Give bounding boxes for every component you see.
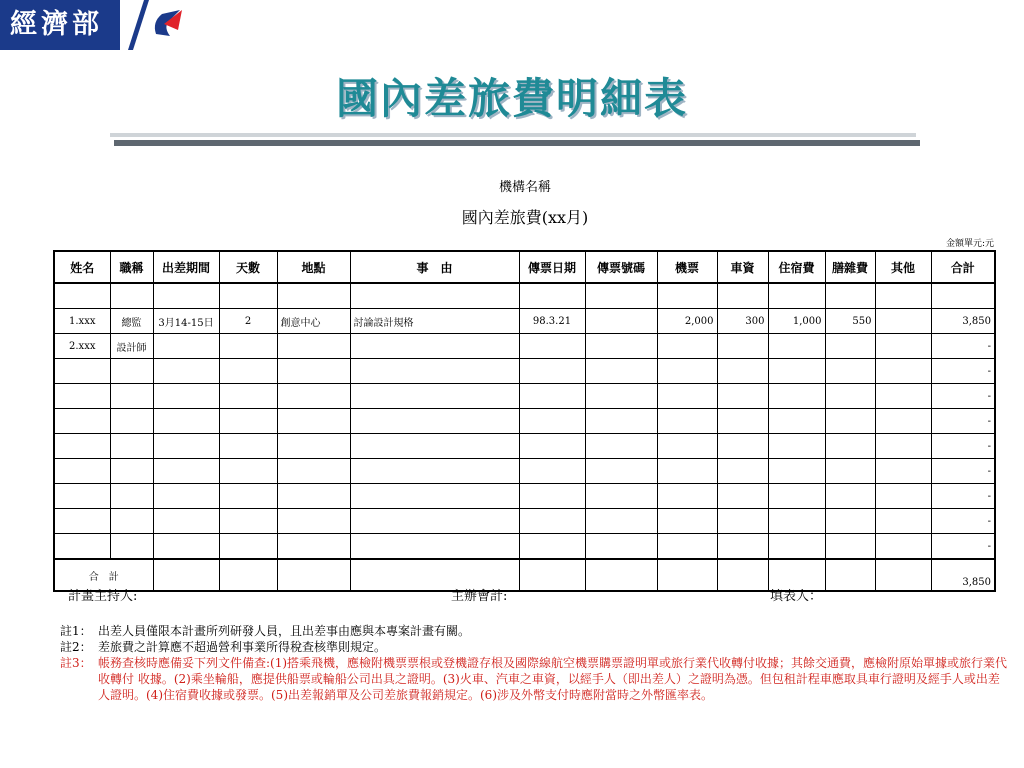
table-cell: 1.xxx [54, 309, 110, 334]
table-cell [931, 283, 995, 309]
column-header: 傳票號碼 [585, 251, 657, 283]
table-cell [717, 509, 768, 534]
column-header: 職稱 [110, 251, 153, 283]
table-cell [657, 409, 717, 434]
table-row [54, 283, 995, 309]
table-cell [110, 509, 153, 534]
table-cell [350, 459, 519, 484]
table-cell [657, 359, 717, 384]
column-header: 傳票日期 [519, 251, 585, 283]
table-cell [717, 434, 768, 459]
table-cell [219, 409, 277, 434]
table-cell [657, 484, 717, 509]
table-cell: 3,850 [931, 309, 995, 334]
table-cell [825, 509, 875, 534]
table-cell [519, 359, 585, 384]
table-cell: 550 [825, 309, 875, 334]
table-cell [768, 534, 825, 560]
table-cell [219, 559, 277, 591]
table-cell [277, 534, 350, 560]
table-cell [350, 384, 519, 409]
table-cell [825, 459, 875, 484]
table-cell [277, 559, 350, 591]
table-cell [768, 484, 825, 509]
title-divider-light [110, 133, 916, 137]
table-cell [277, 384, 350, 409]
table-cell [657, 509, 717, 534]
table-cell [875, 384, 931, 409]
table-cell [519, 534, 585, 560]
table-cell: - [931, 534, 995, 560]
table-cell [519, 559, 585, 591]
table-cell: - [931, 509, 995, 534]
table-cell [219, 434, 277, 459]
table-cell [875, 459, 931, 484]
table-cell [768, 409, 825, 434]
table-cell: 2,000 [657, 309, 717, 334]
table-cell [277, 334, 350, 359]
table-cell [153, 459, 219, 484]
table-cell [519, 384, 585, 409]
column-header: 天數 [219, 251, 277, 283]
table-cell [219, 384, 277, 409]
table-cell [110, 484, 153, 509]
table-cell [153, 434, 219, 459]
table-cell [875, 509, 931, 534]
column-header: 膳雜費 [825, 251, 875, 283]
table-cell [110, 384, 153, 409]
table-row [54, 434, 995, 459]
total-label: 合 計 [54, 559, 153, 591]
table-cell [54, 409, 110, 434]
table-cell [153, 283, 219, 309]
table-cell [153, 534, 219, 560]
table-cell [54, 459, 110, 484]
table-cell [585, 359, 657, 384]
table-cell [717, 334, 768, 359]
currency-unit-note: 金額單元:元 [945, 239, 994, 249]
table-cell [277, 484, 350, 509]
table-cell [350, 334, 519, 359]
notes-section [60, 623, 1010, 703]
table-cell [585, 283, 657, 309]
table-cell [110, 283, 153, 309]
table-cell [54, 384, 110, 409]
ministry-logo: 經濟部 [0, 0, 120, 50]
table-cell [350, 409, 519, 434]
table-cell [519, 484, 585, 509]
table-cell: - [931, 434, 995, 459]
column-header: 機票 [657, 251, 717, 283]
organization-name-label: 機構名稱 [498, 180, 551, 195]
note-1 [60, 623, 1010, 639]
table-body [54, 283, 995, 591]
column-header: 事 由 [350, 251, 519, 283]
table-cell [657, 534, 717, 560]
table-cell: 2 [219, 309, 277, 334]
table-cell [768, 384, 825, 409]
table-cell [585, 509, 657, 534]
table-cell [825, 484, 875, 509]
form-filler-signature-label: 填表人： [770, 589, 823, 604]
column-header: 出差期間 [153, 251, 219, 283]
table-cell: 98.3.21 [519, 309, 585, 334]
table-cell [153, 484, 219, 509]
table-cell [825, 384, 875, 409]
form-title: 國內差旅費(xx月) [461, 208, 589, 227]
table-row [54, 509, 995, 534]
table-cell [110, 434, 153, 459]
table-cell [875, 534, 931, 560]
table-cell [519, 509, 585, 534]
table-cell [717, 534, 768, 560]
table-cell [875, 309, 931, 334]
table-cell [768, 459, 825, 484]
column-header: 合計 [931, 251, 995, 283]
table-cell [519, 334, 585, 359]
table-cell [585, 459, 657, 484]
table-cell [519, 409, 585, 434]
table-cell [110, 459, 153, 484]
table-cell [657, 459, 717, 484]
table-cell [153, 409, 219, 434]
table-cell [519, 459, 585, 484]
table-cell: - [931, 409, 995, 434]
table-cell [825, 283, 875, 309]
table-cell [153, 559, 219, 591]
table-cell [153, 359, 219, 384]
table-cell [717, 384, 768, 409]
table-cell [717, 559, 768, 591]
table-cell [153, 334, 219, 359]
table-cell [54, 283, 110, 309]
table-cell [54, 534, 110, 560]
column-header: 姓名 [54, 251, 110, 283]
table-cell [717, 484, 768, 509]
table-cell [585, 434, 657, 459]
table-cell [657, 434, 717, 459]
table-cell [875, 409, 931, 434]
table-cell: - [931, 484, 995, 509]
table-cell [277, 459, 350, 484]
table-cell [277, 283, 350, 309]
table-cell [219, 283, 277, 309]
table-cell: 2.xxx [54, 334, 110, 359]
note-text: 帳務查核時應備妥下列文件備查:(1)搭乘飛機，應檢附機票票根或登機證存根及國際線航空機票購票證明單或旅行業代收轉付收據；其餘交通費，應檢附原始單據或旅行業代收轉付 收據。(2)乘坐輪船，應提供船票或輪船公司出具之證明。(3)火車、汽車之車資，以經手人（即出差人）之證明為憑。但包租計程車應取具車行證明及經手人或出差人證明。(4)住宿費收據或發票。(5)出差報銷單及公司差旅費報銷規定。(6)涉及外幣支付時應附當時之外幣匯率表。 [98, 656, 1008, 702]
table-cell [717, 283, 768, 309]
expense-table [53, 250, 996, 592]
table-cell [110, 409, 153, 434]
ministry-emblem-icon [118, 0, 188, 50]
table-cell [153, 384, 219, 409]
table-cell [219, 459, 277, 484]
table-cell [54, 484, 110, 509]
page-title: 國內差旅費明細表 [335, 74, 688, 123]
note-2 [60, 639, 1010, 655]
table-cell [54, 434, 110, 459]
table-cell [717, 359, 768, 384]
note-text: 差旅費之計算應不超過營利事業所得稅查核準則規定。 [98, 640, 387, 654]
table-cell [768, 434, 825, 459]
table-cell [350, 434, 519, 459]
note-label: 註3： [60, 656, 92, 670]
table-cell [875, 434, 931, 459]
table-cell [110, 534, 153, 560]
table-cell [875, 334, 931, 359]
table-cell [875, 283, 931, 309]
note-3 [60, 655, 1010, 703]
table-cell [219, 359, 277, 384]
table-cell [768, 283, 825, 309]
column-header: 住宿費 [768, 251, 825, 283]
table-cell [825, 434, 875, 459]
table-row [54, 334, 995, 359]
table-cell [219, 484, 277, 509]
table-row [54, 459, 995, 484]
table-header-row [54, 251, 995, 283]
table-cell [519, 434, 585, 459]
table-cell [768, 509, 825, 534]
table-cell [110, 359, 153, 384]
table-cell [768, 359, 825, 384]
accountant-signature-label: 主辦會計: [451, 589, 508, 604]
table-row [54, 384, 995, 409]
table-cell [350, 484, 519, 509]
title-divider-dark [114, 140, 920, 146]
table-cell [657, 384, 717, 409]
table-cell: - [931, 359, 995, 384]
table-cell [717, 409, 768, 434]
column-header: 其他 [875, 251, 931, 283]
column-header: 地點 [277, 251, 350, 283]
table-cell: - [931, 384, 995, 409]
table-cell [585, 409, 657, 434]
table-cell: 總監 [110, 309, 153, 334]
table-cell [585, 384, 657, 409]
note-label: 註2： [60, 640, 92, 654]
table-cell [875, 559, 931, 591]
table-cell [657, 334, 717, 359]
table-cell [825, 359, 875, 384]
table-cell [825, 334, 875, 359]
note-text: 出差人員僅限本計畫所列研發人員，且出差事由應與本專案計畫有關。 [98, 624, 471, 638]
table-cell [585, 559, 657, 591]
table-cell [585, 484, 657, 509]
table-cell: 創意中心 [277, 309, 350, 334]
table-cell [54, 509, 110, 534]
table-cell: 300 [717, 309, 768, 334]
table-cell [585, 309, 657, 334]
table-cell [825, 409, 875, 434]
table-row [54, 484, 995, 509]
table-cell [219, 534, 277, 560]
table-cell [825, 559, 875, 591]
table-cell: 設計師 [110, 334, 153, 359]
column-header: 車資 [717, 251, 768, 283]
table-cell: - [931, 459, 995, 484]
table-cell [875, 359, 931, 384]
note-label: 註1： [60, 624, 92, 638]
table-row [54, 359, 995, 384]
table-cell [875, 484, 931, 509]
table-cell: 討論設計規格 [350, 309, 519, 334]
table-cell [350, 283, 519, 309]
table-cell [277, 409, 350, 434]
table-cell: 3月14-15日 [153, 309, 219, 334]
table-cell [350, 534, 519, 560]
table-cell [825, 534, 875, 560]
table-row [54, 534, 995, 560]
table-cell [585, 534, 657, 560]
table-cell [153, 509, 219, 534]
total-row [54, 559, 995, 591]
table-cell: 1,000 [768, 309, 825, 334]
table-cell [277, 509, 350, 534]
table-cell [657, 283, 717, 309]
grand-total-value: 3,850 [931, 559, 995, 591]
table-cell: - [931, 334, 995, 359]
table-cell [717, 459, 768, 484]
table-cell [277, 359, 350, 384]
table-row [54, 309, 995, 334]
table-cell [277, 434, 350, 459]
project-host-signature-label: 計畫主持人: [68, 589, 138, 604]
table-cell [519, 283, 585, 309]
table-cell [219, 334, 277, 359]
table-cell [657, 559, 717, 591]
table-cell [585, 334, 657, 359]
table-cell [219, 509, 277, 534]
table-cell [768, 334, 825, 359]
table-row [54, 409, 995, 434]
table-cell [350, 359, 519, 384]
table-cell [54, 359, 110, 384]
table-cell [350, 509, 519, 534]
